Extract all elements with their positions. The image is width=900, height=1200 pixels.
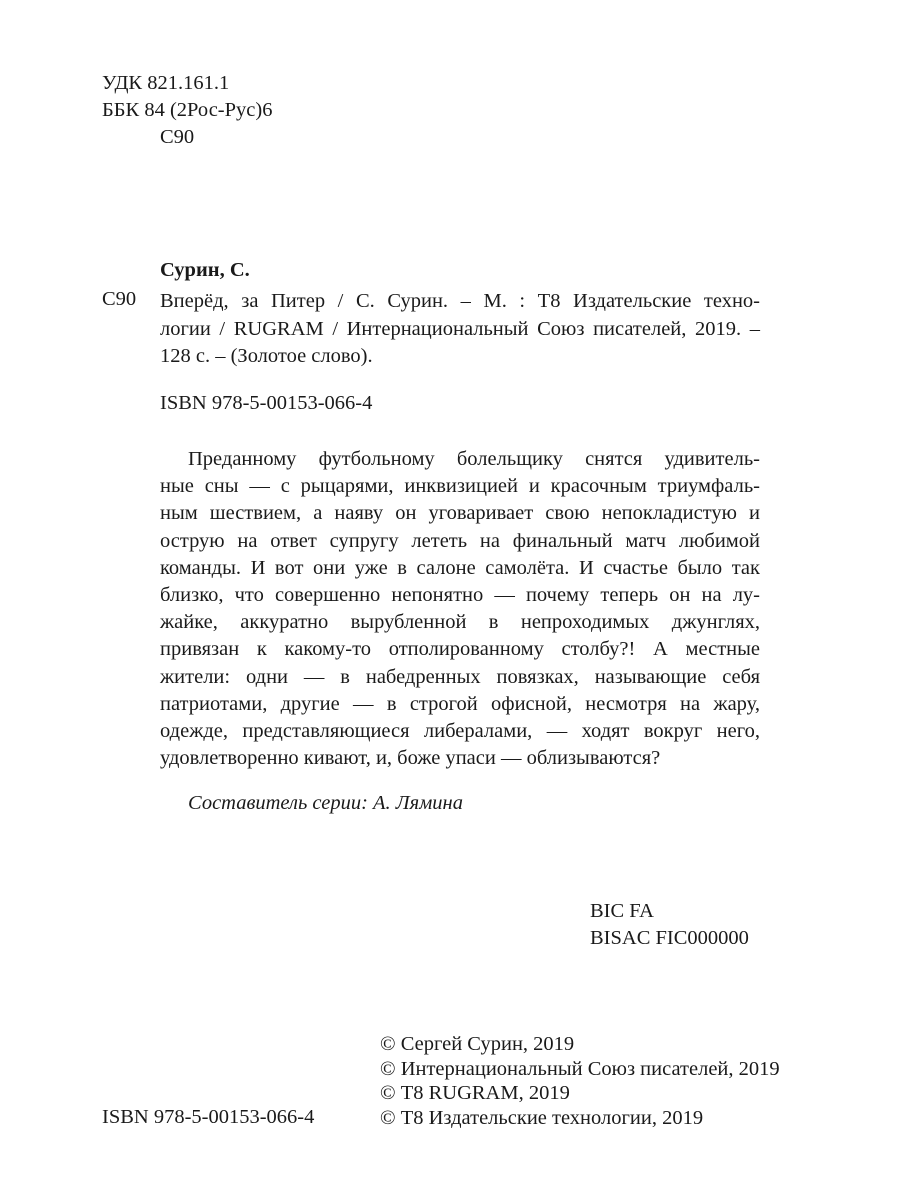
copyright-line: © Т8 RUGRAM, 2019 — [380, 1082, 570, 1104]
bic-code: BIC FA — [590, 900, 654, 922]
copyright-line: © Интернациональный Союз писателей, 2019 — [380, 1057, 780, 1080]
annotation-line: близко, что совершенно непонятно — почему теперь он на лу- — [160, 584, 760, 607]
annotation-line: одежде, представляющиеся либералами, — ходят вокруг него, — [160, 720, 760, 743]
annotation-line: острую на ответ супругу лететь на финальный матч любимой — [160, 529, 760, 552]
cutter-code: С90 — [160, 126, 195, 148]
bib-line: Вперёд, за Питер / С. Сурин. – М. : Т8 Издательские техно- — [160, 290, 760, 312]
bib-line: 128 с. – (Золотое слово). — [160, 345, 373, 367]
annotation-line: удовлетворенно кивают, и, боже упаси — облизываются? — [160, 747, 661, 770]
udk-code: УДК 821.161.1 — [102, 72, 230, 94]
isbn-bottom: ISBN 978-5-00153-066-4 — [102, 1106, 315, 1128]
bib-line: логии / RUGRAM / Интернациональный Союз писателей, 2019. – — [160, 317, 760, 340]
bibliographic-description — [160, 288, 760, 371]
annotation-line: ные сны — с рыцарями, инквизицией и красочным триумфаль- — [160, 475, 760, 498]
annotation-line: патриотами, другие — в строгой офисной, несмотря на жару, — [160, 692, 760, 715]
annotation-line: команды. И вот они уже в салоне самолёта. И счастье было так — [160, 556, 760, 579]
cutter-code-margin: С90 — [102, 288, 137, 310]
annotation-paragraph — [160, 446, 760, 772]
bbk-code: ББК 84 (2Рос-Рус)6 — [102, 99, 273, 121]
isbn-main: ISBN 978-5-00153-066-4 — [160, 392, 373, 414]
series-compiler: Составитель серии: А. Лямина — [188, 792, 463, 814]
annotation-line: привязан к какому-то отполированному столбу?! А местные — [160, 638, 760, 661]
copyright-notices — [380, 1032, 780, 1130]
annotation-line: Преданному футбольному болельщику снятся удивитель- — [188, 448, 760, 470]
author-heading: Сурин, С. — [160, 259, 250, 281]
annotation-line: ным шествием, а наяву он уговаривает свою непокладистую и — [160, 502, 760, 525]
copyright-line: © Сергей Сурин, 2019 — [380, 1033, 575, 1055]
annotation-line: жайке, аккуратно вырубленной в непроходимых джунглях, — [160, 611, 760, 634]
annotation-line: жители: одни — в набедренных повязках, называющие себя — [160, 665, 760, 688]
copyright-line: © Т8 Издательские технологии, 2019 — [380, 1106, 704, 1129]
bisac-code: BISAC FIC000000 — [590, 927, 749, 949]
